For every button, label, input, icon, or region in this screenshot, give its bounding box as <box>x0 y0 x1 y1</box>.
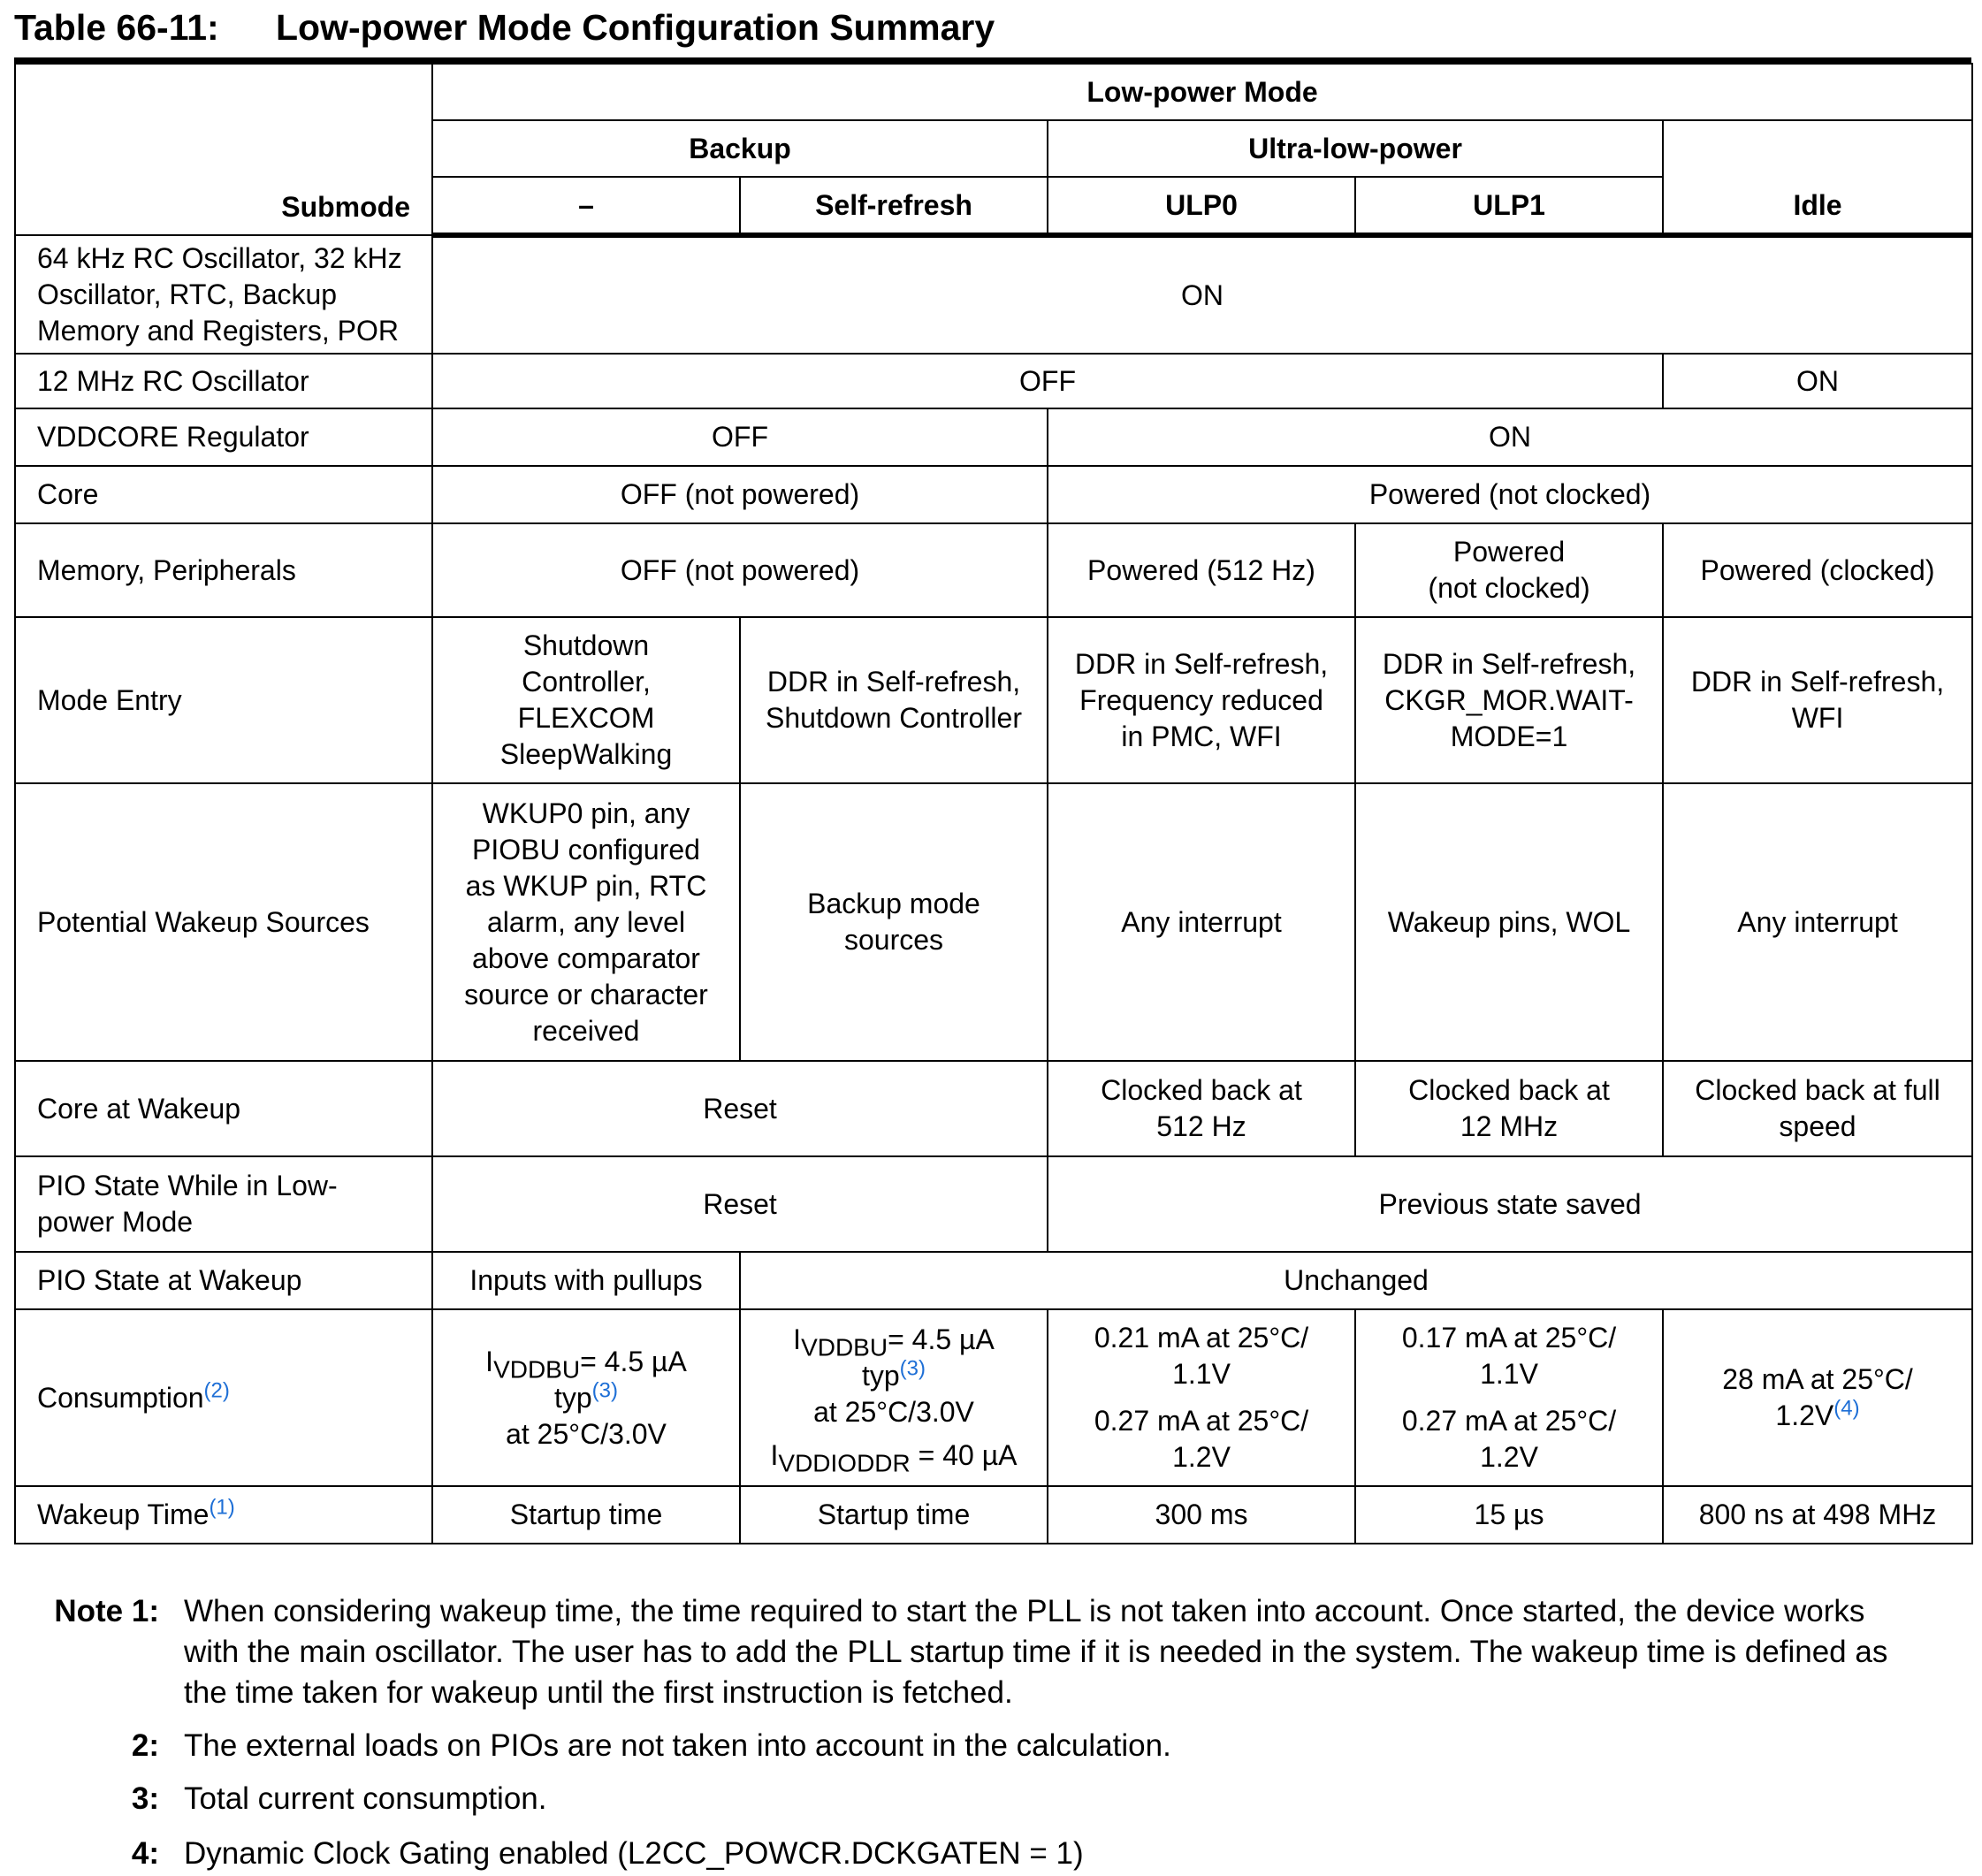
table-title: Low-power Mode Configuration Summary <box>276 7 995 48</box>
cell-ulp-idle: ON <box>1048 408 1972 466</box>
cell-ulp0 <box>1048 1061 1355 1156</box>
cell-ulp0 <box>1048 1309 1355 1486</box>
cell-line: Shutdown <box>522 629 650 661</box>
low-power-mode-table <box>14 63 1973 1544</box>
cell-idle <box>1663 617 1972 783</box>
backup-header: Backup <box>432 120 1048 177</box>
cell-idle <box>1663 1309 1972 1486</box>
cell-backup-ulp: OFF <box>432 354 1663 408</box>
ivddioddr-line <box>748 1438 1040 1477</box>
label-line: Oscillator, RTC, Backup <box>37 278 338 310</box>
self-refresh-header: Self-refresh <box>740 177 1048 235</box>
row-core-at-wakeup <box>15 1061 1972 1156</box>
cell-ulp0: Powered (512 Hz) <box>1048 523 1355 617</box>
row-oscillators <box>15 235 1972 354</box>
row-memory-peripherals <box>15 523 1972 617</box>
vddbu-subscript: VDDBU <box>801 1333 888 1361</box>
note-line: Total current consumption. <box>184 1781 547 1816</box>
row-label: Memory, Peripherals <box>15 523 432 617</box>
cell-line: 1.2V <box>1172 1441 1231 1473</box>
cell-ulp-idle: Powered (not clocked) <box>1048 466 1972 523</box>
idle-header: Idle <box>1663 120 1972 235</box>
i-symbol: I <box>793 1323 802 1355</box>
row-mode-entry <box>15 617 1972 783</box>
cell-dash <box>432 783 740 1061</box>
cell-ulp1: 15 µs <box>1355 1486 1663 1544</box>
vddioddr-subscript: VDDIODDR <box>778 1449 911 1477</box>
cell-line: source or character <box>464 978 708 1010</box>
cell-dash: Startup time <box>432 1486 740 1544</box>
note-text <box>184 1726 1971 1766</box>
cell-line: Powered <box>1452 536 1566 568</box>
row-label: Mode Entry <box>15 617 432 783</box>
footnote-ref-1[interactable]: (1) <box>209 1495 235 1520</box>
row-label <box>15 1156 432 1252</box>
ivddbu-line <box>748 1322 1040 1361</box>
row-label <box>15 1309 432 1486</box>
cell-ulp-idle: Previous state saved <box>1048 1156 1972 1252</box>
cell-ulp1: Wakeup pins, WOL <box>1355 783 1663 1061</box>
note-line: with the main oscillator. The user has to add the PLL startup time if it is needed in the system. The wakeup time is defined as <box>184 1635 1888 1669</box>
cell-line: Clocked back at <box>1101 1074 1302 1106</box>
cell-line: Shutdown Controller <box>766 702 1022 734</box>
cell-line: MODE=1 <box>1450 720 1568 752</box>
low-power-mode-header: Low-power Mode <box>432 64 1972 120</box>
cell-ulp0: Any interrupt <box>1048 783 1355 1061</box>
label-text: Consumption <box>37 1381 204 1414</box>
cell-line: FLEXCOM <box>517 702 655 734</box>
i-symbol: I <box>770 1439 779 1471</box>
cell-backup: OFF (not powered) <box>432 466 1048 523</box>
submode-header: Submode <box>15 64 432 235</box>
cell-idle: ON <box>1663 354 1972 408</box>
row-label <box>15 235 432 354</box>
vddbu-subscript: VDDBU <box>493 1354 581 1383</box>
cell-ulp1 <box>1355 1309 1663 1486</box>
cell-ulp1 <box>1355 1061 1663 1156</box>
condition-line: at 25°C/3.0V <box>506 1417 667 1450</box>
cell-ulp1 <box>1355 617 1663 783</box>
spacer <box>1056 1392 1347 1403</box>
cell-line: Clocked back at <box>1408 1074 1610 1106</box>
i-symbol: I <box>485 1345 494 1377</box>
condition-line: at 25°C/3.0V <box>813 1396 974 1428</box>
cell-line: 0.27 mA at 25°C/ <box>1401 1405 1617 1437</box>
cell-line: Frequency reduced <box>1079 683 1323 716</box>
row-wakeup-time <box>15 1486 1972 1544</box>
label-line: PIO State While in Low- <box>37 1170 338 1201</box>
row-label: Core <box>15 466 432 523</box>
cell-rest: Unchanged <box>740 1252 1972 1309</box>
table-number: Table 66-11: <box>14 7 219 48</box>
note-text <box>184 1779 1971 1819</box>
note-number: Note 1: <box>54 1594 159 1628</box>
footnote-ref-3[interactable]: (3) <box>899 1356 926 1381</box>
typ-text: typ <box>553 1381 592 1414</box>
note-number: 2: <box>131 1728 159 1763</box>
cell-backup: OFF <box>432 408 1048 466</box>
footnote-ref-4[interactable]: (4) <box>1833 1396 1860 1421</box>
cell-self-refresh <box>740 1309 1048 1486</box>
cell-line: WKUP0 pin, any <box>482 797 690 829</box>
cell-line: WFI <box>1791 702 1844 734</box>
note-line: Dynamic Clock Gating enabled (L2CC_POWCR.DCKGATEN = 1) <box>184 1836 1084 1871</box>
cell-dash: Inputs with pullups <box>432 1252 740 1309</box>
row-pio-state-low-power <box>15 1156 1972 1252</box>
footnote-ref-2[interactable]: (2) <box>203 1377 230 1402</box>
row-12mhz-rc <box>15 354 1972 408</box>
cell-line: DDR in Self-refresh, <box>1382 647 1636 680</box>
cell-line: 0.21 mA at 25°C/ <box>1094 1322 1309 1354</box>
header-row-1 <box>15 64 1972 120</box>
row-wakeup-sources <box>15 783 1972 1061</box>
ulp0-header: ULP0 <box>1048 177 1355 235</box>
cell-line: 0.27 mA at 25°C/ <box>1094 1405 1309 1437</box>
cell-line: Controller, <box>522 666 651 698</box>
row-consumption <box>15 1309 1972 1486</box>
cell-line: in PMC, WFI <box>1121 720 1282 752</box>
cell-ulp0 <box>1048 617 1355 783</box>
typ-text: typ <box>861 1360 900 1392</box>
cell-line: 512 Hz <box>1156 1110 1246 1142</box>
label-line: Memory and Registers, POR <box>37 314 400 347</box>
label-line: 64 kHz RC Oscillator, 32 kHz <box>37 241 402 274</box>
typ-line <box>748 1358 1040 1394</box>
cell-line: as WKUP pin, RTC <box>465 869 707 902</box>
note-text <box>184 1834 1971 1874</box>
cell-line: alarm, any level <box>486 905 686 938</box>
ivddbu-line <box>440 1344 732 1383</box>
cell-line: PIOBU configured <box>472 833 700 866</box>
cell-all: ON <box>432 235 1972 354</box>
note-text <box>184 1591 1971 1713</box>
cell-self-refresh <box>740 783 1048 1061</box>
note-line: When considering wakeup time, the time required to start the PLL is not taken into account. Once started, the device works <box>184 1594 1865 1628</box>
cell-line: 1.1V <box>1172 1358 1231 1390</box>
row-label <box>15 1486 432 1544</box>
cell-line-with-ref <box>1671 1398 1964 1434</box>
cell-line: DDR in Self-refresh, <box>1074 647 1329 680</box>
cell-text: 1.2V <box>1775 1399 1834 1431</box>
cell-backup: OFF (not powered) <box>432 523 1048 617</box>
cell-backup: Reset <box>432 1061 1048 1156</box>
table-caption <box>14 7 995 49</box>
ivddbu-value: = 4.5 µA <box>580 1345 687 1377</box>
spacer <box>1363 1392 1655 1403</box>
cell-ulp0: 300 ms <box>1048 1486 1355 1544</box>
row-label: VDDCORE Regulator <box>15 408 432 466</box>
row-label: Potential Wakeup Sources <box>15 783 432 1061</box>
cell-self-refresh: Startup time <box>740 1486 1048 1544</box>
cell-ulp1 <box>1355 523 1663 617</box>
dash-header: – <box>432 177 740 235</box>
row-label: Core at Wakeup <box>15 1061 432 1156</box>
cell-idle: Any interrupt <box>1663 783 1972 1061</box>
cell-line: (not clocked) <box>1428 572 1590 604</box>
ivddioddr-value: = 40 µA <box>910 1439 1018 1471</box>
row-pio-state-wakeup <box>15 1252 1972 1309</box>
label-line: power Mode <box>37 1206 194 1238</box>
ulp1-header: ULP1 <box>1355 177 1663 235</box>
row-core <box>15 466 1972 523</box>
cell-line: Clocked back at full <box>1695 1074 1940 1106</box>
cell-line: speed <box>1779 1110 1856 1142</box>
cell-line: 1.1V <box>1480 1358 1538 1390</box>
row-vddcore <box>15 408 1972 466</box>
cell-idle <box>1663 1061 1972 1156</box>
footnote-ref-3[interactable]: (3) <box>591 1377 619 1402</box>
ultra-low-power-header: Ultra-low-power <box>1048 120 1663 177</box>
label-text: Wakeup Time <box>37 1499 210 1530</box>
note-number: 3: <box>131 1781 159 1816</box>
cell-idle: 800 ns at 498 MHz <box>1663 1486 1972 1544</box>
row-label: PIO State at Wakeup <box>15 1252 432 1309</box>
note-line: the time taken for wakeup until the first instruction is fetched. <box>184 1675 1013 1710</box>
cell-backup: Reset <box>432 1156 1048 1252</box>
note-line: The external loads on PIOs are not taken into account in the calculation. <box>184 1728 1171 1763</box>
cell-dash <box>432 1309 740 1486</box>
cell-line: 12 MHz <box>1460 1110 1559 1142</box>
cell-line: received <box>532 1014 640 1047</box>
note-number: 4: <box>131 1836 159 1871</box>
cell-dash <box>432 617 740 783</box>
typ-line <box>440 1377 732 1416</box>
cell-line: 28 mA at 25°C/ <box>1722 1363 1913 1395</box>
row-label: 12 MHz RC Oscillator <box>15 354 432 408</box>
cell-line: sources <box>843 924 944 956</box>
cell-line: 0.17 mA at 25°C/ <box>1401 1322 1617 1354</box>
cell-line: Backup mode <box>807 888 980 919</box>
cell-line: above comparator <box>472 942 700 974</box>
cell-line: DDR in Self-refresh, <box>1690 666 1945 698</box>
cell-line: SleepWalking <box>499 738 673 770</box>
cell-self-refresh <box>740 617 1048 783</box>
cell-idle: Powered (clocked) <box>1663 523 1972 617</box>
cell-line: 1.2V <box>1480 1441 1538 1473</box>
ivddbu-value: = 4.5 µA <box>888 1323 995 1355</box>
cell-line: DDR in Self-refresh, <box>766 666 1021 698</box>
cell-line: CKGR_MOR.WAIT- <box>1384 683 1634 716</box>
